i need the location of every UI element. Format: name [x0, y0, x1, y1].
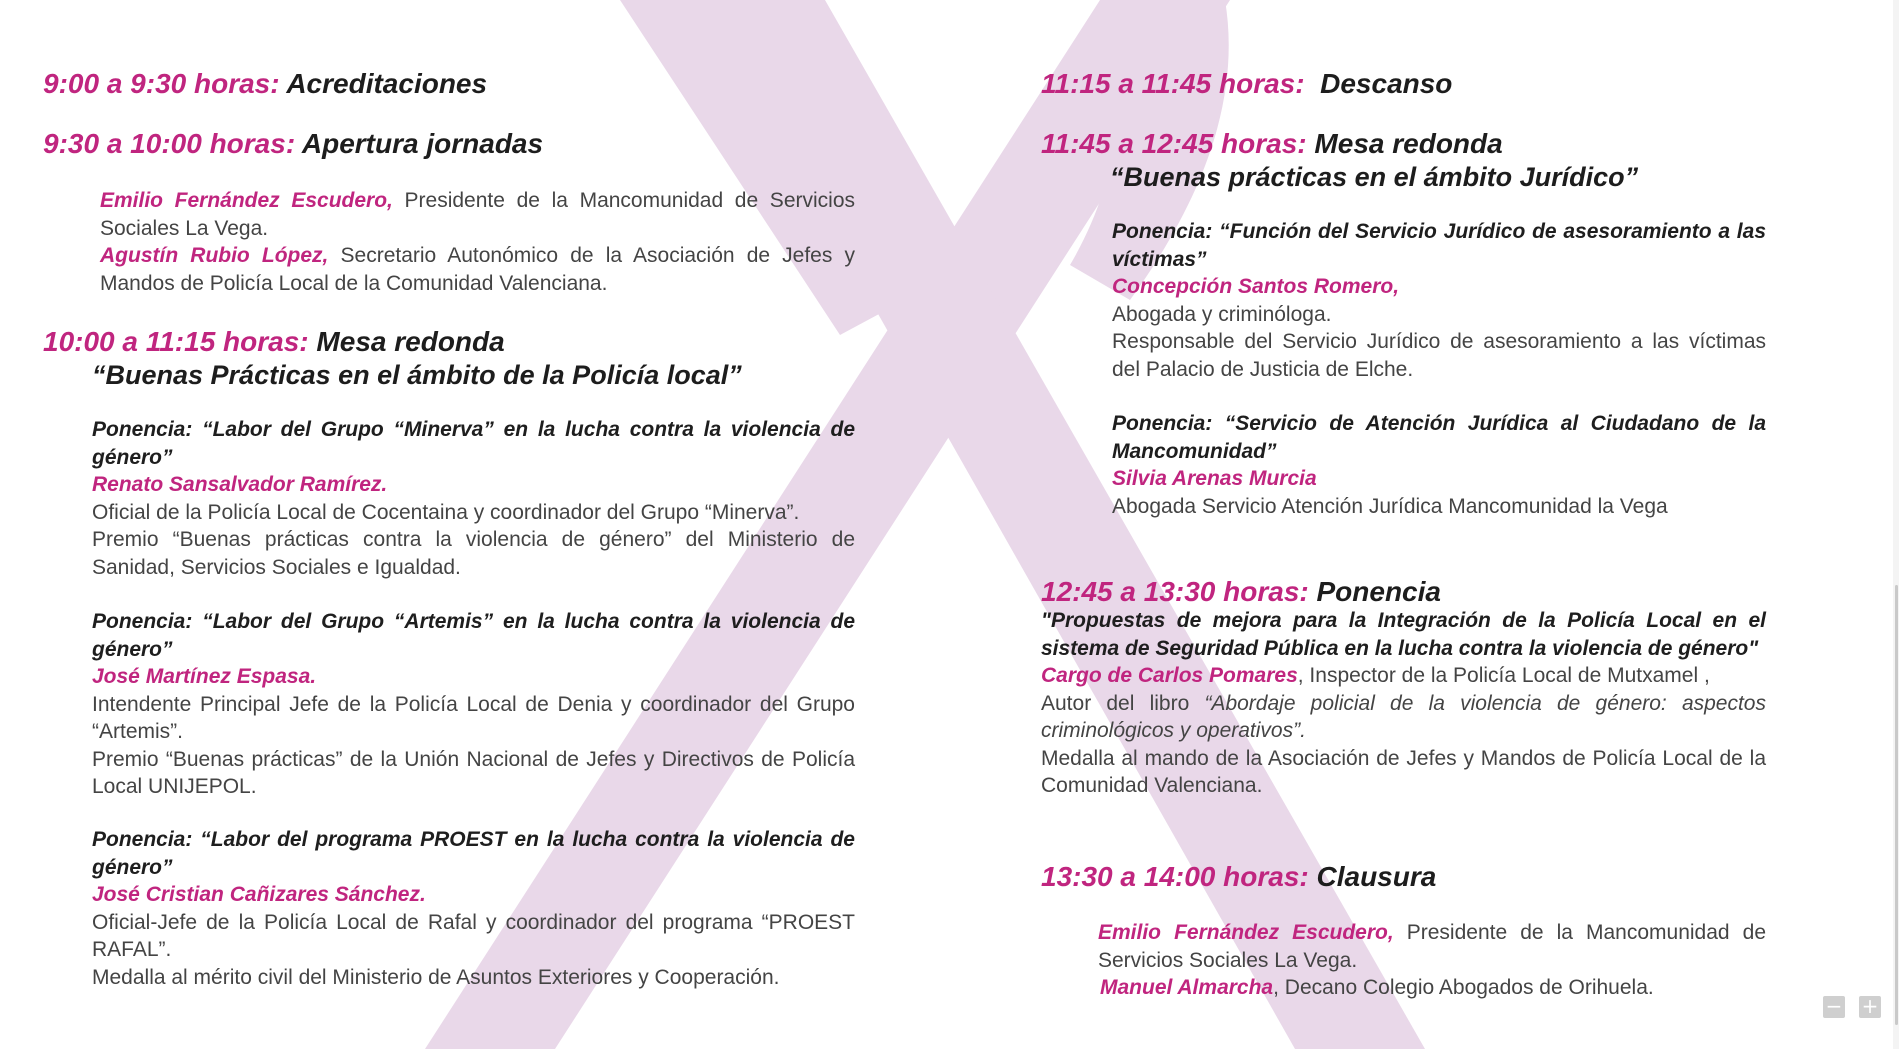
- speaker-entry: [100, 187, 855, 242]
- presentation-title: Ponencia: “Labor del Grupo “Artemis” en la lucha contra la violencia de género”: [92, 610, 855, 661]
- book-entry: [1041, 690, 1766, 745]
- slot-title: Clausura: [1316, 861, 1437, 892]
- slot-break: [1041, 67, 1452, 101]
- book-prefix: Autor del libro: [1041, 691, 1205, 715]
- speaker-role: , Decano Colegio Abogados de Orihuela.: [1273, 976, 1654, 999]
- speaker-award: Medalla al mando de la Asociación de Jefes y Mandos de Policía Local de la Comunidad Valenciana.: [1041, 746, 1766, 797]
- slot-round-table-legal: [1041, 127, 1766, 194]
- speaker-entry: [1041, 662, 1766, 690]
- slot-time: 9:00 a 9:30 horas:: [43, 68, 280, 99]
- speaker-name: José Cristian Cañizares Sánchez.: [92, 883, 426, 906]
- speaker-name: José Martínez Espasa.: [92, 665, 317, 688]
- presentation-integration: [1041, 607, 1766, 800]
- speaker-role: Intendente Principal Jefe de la Policía Local de Denia y coordinador del Grupo “Artemis”.: [92, 692, 855, 743]
- slot-round-table-police: [43, 325, 855, 392]
- presentation-artemis: [92, 608, 855, 801]
- slot-time: 11:15 a 11:45 horas:: [1041, 68, 1305, 99]
- slot-title: Ponencia: [1316, 576, 1441, 607]
- closing-speakers: [1098, 919, 1766, 1002]
- session-subtitle: “Buenas prácticas en el ámbito Jurídico”: [1110, 162, 1639, 192]
- speaker-name: Agustín Rubio López,: [100, 244, 329, 267]
- presentation-citizen-legal: [1112, 410, 1766, 520]
- presentation-title: Ponencia: “Función del Servicio Jurídico de asesoramiento a las víctimas”: [1112, 220, 1766, 271]
- speaker-name: Concepción Santos Romero,: [1112, 275, 1400, 298]
- slot-time: 10:00 a 11:15 horas:: [43, 326, 309, 357]
- slot-title: Descanso: [1320, 68, 1453, 99]
- presentation-title: Ponencia: “Servicio de Atención Jurídica al Ciudadano de la Mancomunidad”: [1112, 412, 1766, 463]
- speaker-entry: [1098, 919, 1766, 974]
- speaker-entry: [100, 242, 855, 297]
- speaker-award: Premio “Buenas prácticas” de la Unión Nacional de Jefes y Directivos de Policía Local UNIJEPOL.: [92, 747, 855, 798]
- speaker-name: Silvia Arenas Murcia: [1112, 467, 1317, 490]
- speaker-role: , Inspector de la Policía Local de Mutxamel ,: [1297, 664, 1710, 687]
- speaker-role: Oficial de la Policía Local de Cocentaina y coordinador del Grupo “Minerva”.: [92, 500, 800, 524]
- speaker-role: Abogada Servicio Atención Jurídica Mancomunidad la Vega: [1112, 494, 1668, 518]
- speaker-role: Oficial-Jefe de la Policía Local de Rafal y coordinador del programa “PROEST RAFAL”.: [92, 910, 855, 961]
- slot-accreditation: [43, 67, 487, 101]
- speaker-award: Medalla al mérito civil del Ministerio de Asuntos Exteriores y Cooperación.: [92, 965, 780, 989]
- speaker-name: Manuel Almarcha: [1100, 976, 1274, 999]
- presentation-title: "Propuestas de mejora para la Integración de la Policía Local en el sistema de Seguridad Pública en la lucha contra la violencia de género": [1041, 609, 1766, 660]
- speaker-entry: [1098, 974, 1766, 1002]
- speaker-name: Emilio Fernández Escudero,: [1098, 921, 1394, 944]
- scrollbar-thumb[interactable]: [1895, 585, 1898, 1025]
- slot-time: 13:30 a 14:00 horas:: [1041, 861, 1309, 892]
- slot-time: 11:45 a 12:45 horas:: [1041, 128, 1307, 159]
- speaker-role: Presidente de la Mancomunidad de Servicios Sociales La Vega.: [100, 189, 856, 240]
- speaker-name: Cargo de Carlos Pomares: [1041, 664, 1298, 687]
- vertical-scrollbar[interactable]: [1893, 0, 1899, 1049]
- slot-title: Mesa redonda: [316, 326, 505, 357]
- speaker-role: Presidente de la Mancomunidad de Servicios Sociales La Vega.: [1098, 921, 1767, 972]
- slot-time: 9:30 a 10:00 horas:: [43, 128, 296, 159]
- speaker-responsibility: Responsable del Servicio Jurídico de asesoramiento a las víctimas del Palacio de Justicia de Elche.: [1112, 330, 1766, 381]
- speaker-role: Abogada y criminóloga.: [1112, 302, 1332, 326]
- opening-speakers: [100, 187, 855, 297]
- slot-title: Apertura jornadas: [301, 128, 544, 159]
- presentation-minerva: [92, 416, 855, 581]
- slot-opening: [43, 127, 543, 161]
- presentation-legal-service: [1112, 218, 1766, 383]
- slot-closing: [1041, 860, 1436, 894]
- zoom-in-button[interactable]: +: [1859, 996, 1881, 1018]
- speaker-name: Emilio Fernández Escudero,: [100, 189, 393, 212]
- slot-presentation: [1041, 575, 1441, 609]
- slot-title: Mesa redonda: [1314, 128, 1503, 159]
- zoom-out-button[interactable]: −: [1823, 996, 1845, 1018]
- presentation-title: Ponencia: “Labor del programa PROEST en la lucha contra la violencia de género”: [92, 828, 855, 879]
- slot-time: 12:45 a 13:30 horas:: [1041, 576, 1309, 607]
- slot-title: Acreditaciones: [286, 68, 488, 99]
- speaker-name: Renato Sansalvador Ramírez.: [92, 473, 388, 496]
- presentation-proest: [92, 826, 855, 991]
- presentation-title: Ponencia: “Labor del Grupo “Minerva” en la lucha contra la violencia de género”: [92, 418, 855, 469]
- book-title: “Abordaje policial de la violencia de género: aspectos criminológicos y operativos”.: [1041, 691, 1766, 742]
- speaker-award: Premio “Buenas prácticas contra la violencia de género” del Ministerio de Sanidad, Servicios Sociales e Igualdad.: [92, 528, 855, 579]
- session-subtitle: “Buenas Prácticas en el ámbito de la Policía local”: [92, 360, 742, 390]
- speaker-role: Secretario Autonómico de la Asociación de Jefes y Mandos de Policía Local de la Comunidad Valenciana.: [100, 244, 855, 295]
